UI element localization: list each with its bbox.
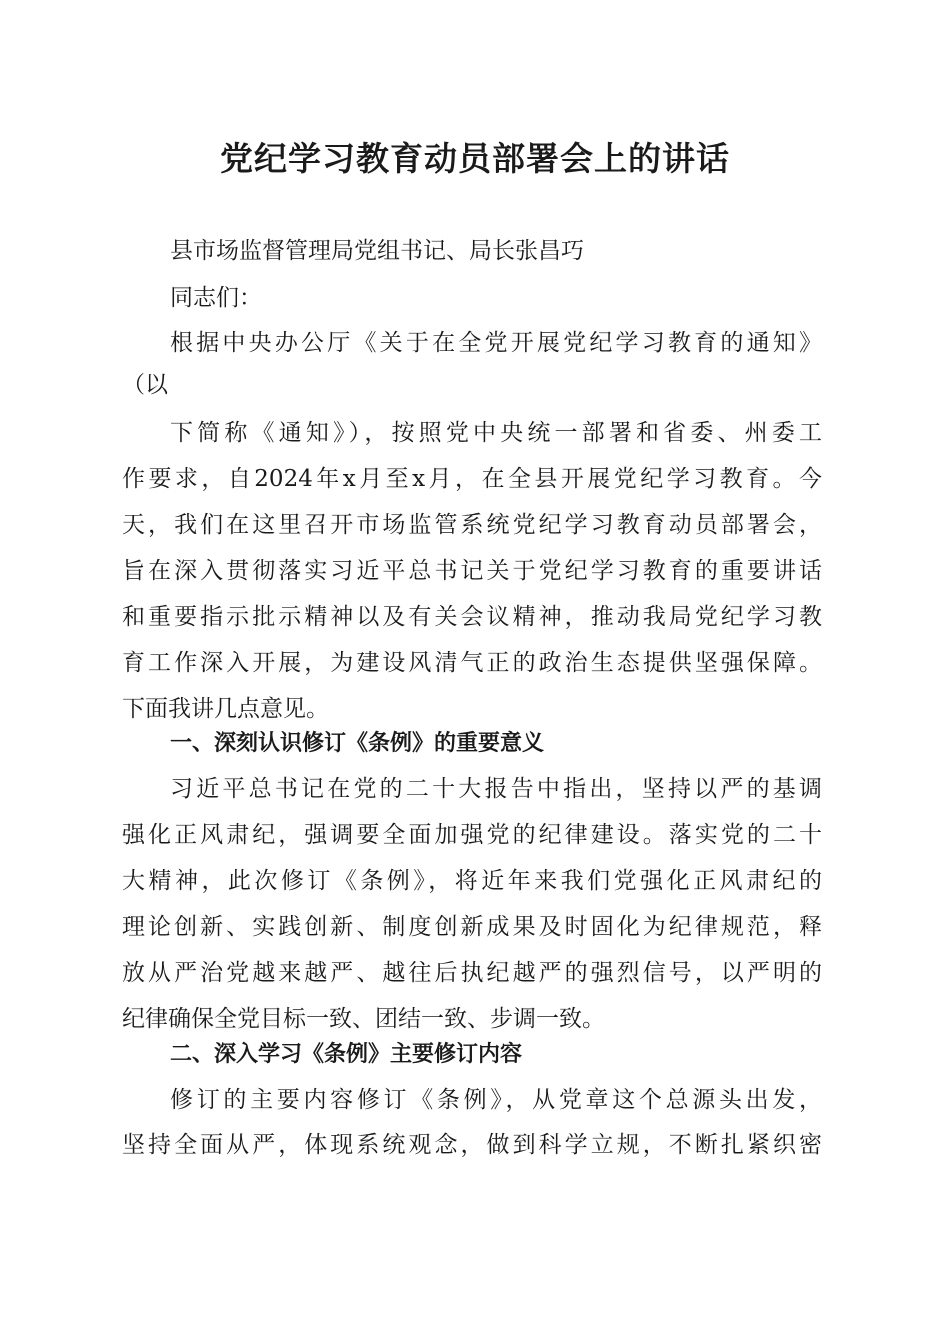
section1-line: 纪律确保全党目标一致、团结一致、步调一致。 — [122, 1006, 605, 1032]
section1-line: 大精神，此次修订《条例》，将近年来我们党强化正风肃纪的 — [122, 868, 822, 894]
intro-line: 育工作深入开展，为建设风清气正的政治生态提供坚强保障。 — [122, 650, 822, 676]
intro-line: 和重要指示批示精神以及有关会议精神，推动我局党纪学习教 — [122, 604, 822, 630]
intro-line: 作要求，自2024年x月至x月，在全县开展党纪学习教育。今 — [122, 466, 822, 492]
intro-line: 旨在深入贯彻落实习近平总书记关于党纪学习教育的重要讲话 — [122, 558, 822, 584]
section1-line: 习近平总书记在党的二十大报告中指出，坚持以严的基调 — [170, 776, 822, 802]
intro-line: 根据中央办公厅《关于在全党开展党纪学习教育的通知》 — [170, 330, 822, 356]
intro-line: 下面我讲几点意见。 — [122, 696, 329, 722]
section1-line: 理论创新、实践创新、制度创新成果及时固化为纪律规范，释 — [122, 914, 822, 940]
intro-line: （以 — [122, 372, 168, 398]
intro-line: 下简称《通知》），按照党中央统一部署和省委、州委工 — [170, 420, 822, 446]
section1-line: 强化正风肃纪，强调要全面加强党的纪律建设。落实党的二十 — [122, 822, 822, 848]
intro-line: 天，我们在这里召开市场监管系统党纪学习教育动员部署会， — [122, 512, 822, 538]
section1-line: 放从严治党越来越严、越往后执纪越严的强烈信号，以严明的 — [122, 960, 822, 986]
section2-line: 坚持全面从严，体现系统观念，做到科学立规，不断扎紧织密 — [122, 1132, 822, 1158]
document-title: 党纪学习教育动员部署会上的讲话 — [220, 139, 730, 178]
speaker-line: 县市场监督管理局党组书记、局长张昌巧 — [170, 238, 584, 264]
section-heading-1: 一、深刻认识修订《条例》的重要意义 — [170, 731, 545, 756]
salutation: 同志们： — [170, 285, 262, 311]
section2-line: 修订的主要内容修订《条例》，从党章这个总源头出发， — [170, 1087, 822, 1113]
section-heading-2: 二、深入学习《条例》主要修订内容 — [170, 1042, 523, 1067]
